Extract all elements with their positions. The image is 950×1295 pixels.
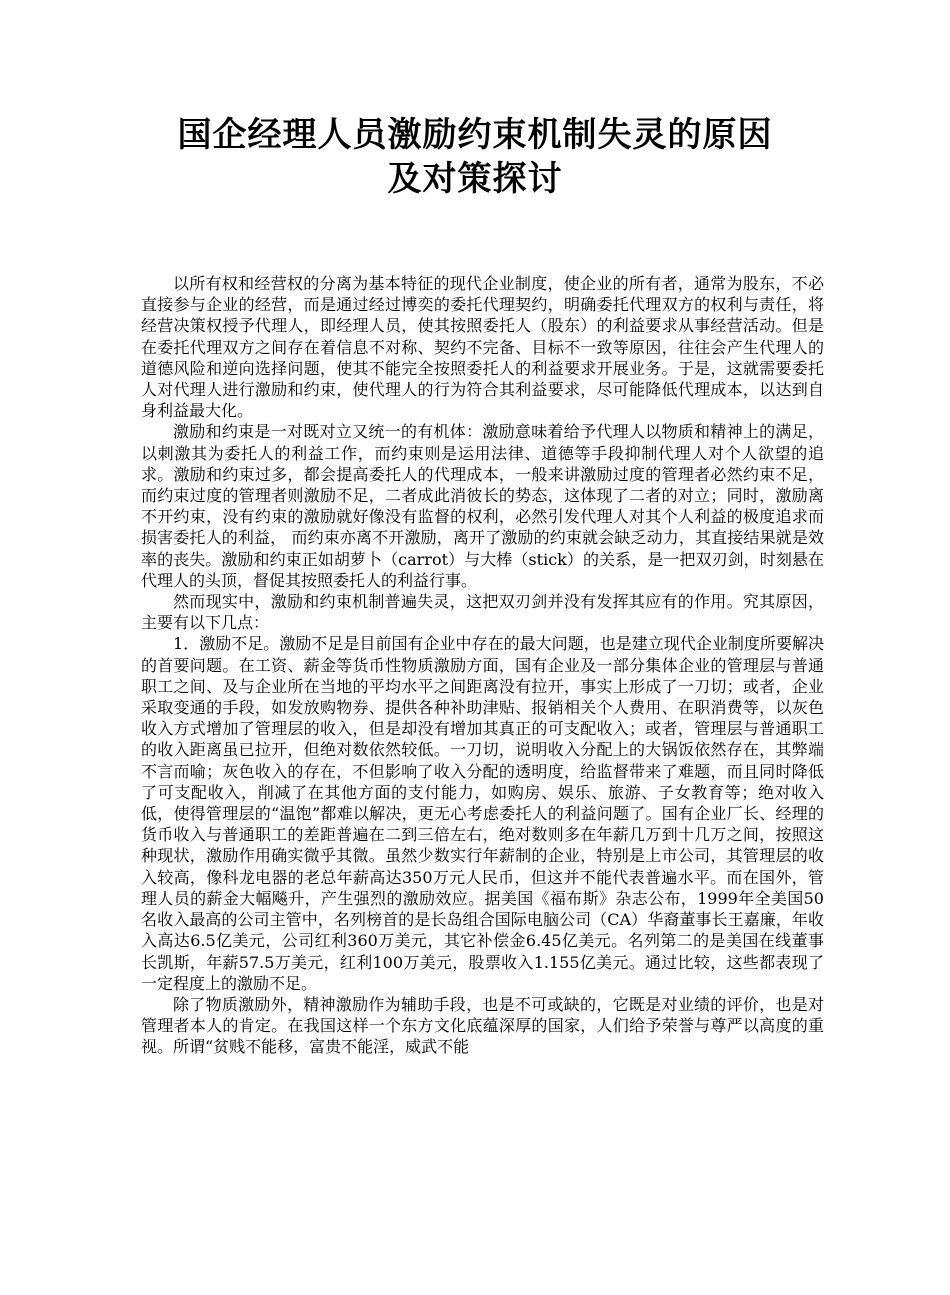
paragraph-spiritual-incentive: 除了物质激励外，精神激励作为辅助手段，也是不可或缺的，它既是对业绩的评价，也是对管理者本人的肯定。在我国这样一个东方文化底蕴深厚的国家，人们给予荣誉与尊严以高度的重视。所谓“贫贱不能移，富贵不能淫，威武不能 (141, 994, 824, 1057)
title-line-2: 及对策探讨 (387, 159, 563, 199)
paragraph-point-1: 1．激励不足。激励不足是目前国有企业中存在的最大问题，也是建立现代企业制度所要解决的首要问题。在工资、薪金等货币性物质激励方面，国有企业及一部分集体企业的管理层与普通职工之间、及与企业所在当地的平均水平之间距离没有拉开，事实上形成了一刀切；或者，企业采取变通的手段，如发放购物券、提供各种补助津贴、报销相关个人费用、在职消费等，以灰色收入方式增加了管理层的收入，但是却没有增加其真正的可支配收入；或者，管理层与普通职工的收入距离虽已拉开，但绝对数依然较低。一刀切，说明收入分配上的大锅饭依然存在，其弊端不言而喻；灰色收入的存在，不但影响了收入分配的透明度，给监督带来了难题，而且同时降低了可支配收入，削减了在其他方面的支付能力，如购房、娱乐、旅游、子女教育等；绝对收入低，使得管理层的“温饱”都难以解决，更无心考虑委托人的利益问题了。国有企业厂长、经理的货币收入与普通职工的差距普遍在二到三倍左右，绝对数则多在年薪几万到十几万之间，按照这种现状，激励作用确实微乎其微。虽然少数实行年薪制的企业，特别是上市公司，其管理层的收入较高，像科龙电器的老总年薪高达350万元人民币，但这并不能代表普遍水平。而在国外，管理人员的薪金大幅飚升，产生强烈的激励效应。据美国《福布斯》杂志公布，1999年全美国50名收入最高的公司主管中，名列榜首的是长岛组合国际电脑公司（CA）华裔董事长王嘉廉，年收入高达6.5亿美元，公司红利360万美元，其它补偿金6.45亿美元。名列第二的是美国在线董事长凯斯，年薪57.5万美元，红利100万美元，股票收入1.155亿美元。通过比较，这些都表现了一定程度上的激励不足。 (141, 634, 824, 993)
title-line-1: 国企经理人员激励约束机制失灵的原因 (177, 115, 773, 155)
paragraph-incentive-constraint: 激励和约束是一对既对立又统一的有机体：激励意味着给予代理人以物质和精神上的满足，以刺激其为委托人的利益工作，而约束则是运用法律、道德等手段抑制代理人对个人欲望的追求。激励和约束过多，都会提高委托人的代理成本，一般来讲激励过度的管理者必然约束不足，而约束过度的管理者则激励不足，二者成此消彼长的势态，这体现了二者的对立；同时，激励离不开约束，没有约束的激励就好像没有监督的权利，必然引发代理人对其个人利益的极度追求而损害委托人的利益， 而约束亦离不开激励，离开了激励的约束就会缺乏动力，其直接结果就是效率的丧失。激励和约束正如胡萝卜（carrot）与大棒（stick）的关系，是一把双刃剑，时刻悬在代理人的头顶，督促其按照委托人的利益行事。 (141, 422, 824, 590)
document-title (0, 113, 950, 201)
document-body (141, 273, 824, 1273)
paragraph-reality: 然而现实中，激励和约束机制普遍失灵，这把双刃剑并没有发挥其应有的作用。究其原因，主要有以下几点： (141, 592, 824, 633)
paragraph-intro: 以所有权和经营权的分离为基本特征的现代企业制度，使企业的所有者，通常为股东，不必直接参与企业的经营，而是通过经过博奕的委托代理契约，明确委托代理双方的权利与责任，将经营决策权授予代理人，即经理人员，使其按照委托人（股东）的利益要求从事经营活动。但是在委托代理双方之间存在着信息不对称、契约不完备、目标不一致等原因，往往会产生代理人的道德风险和逆向选择问题，使其不能完全按照委托人的利益要求开展业务。于是，这就需要委托人对代理人进行激励和约束，使代理人的行为符合其利益要求，尽可能降低代理成本，以达到自身利益最大化。 (141, 274, 824, 421)
